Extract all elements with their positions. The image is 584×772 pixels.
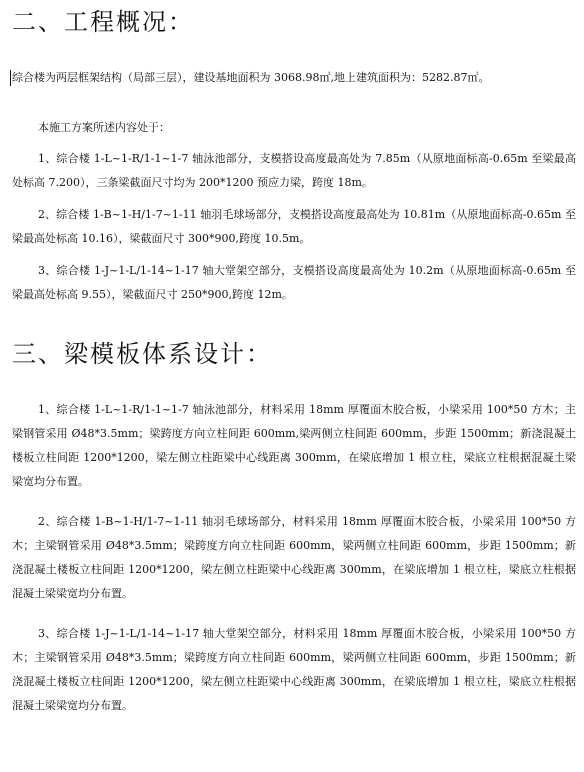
formwork-item-3: 3、综合楼 1-J~1-L/1-14~1-17 轴大堂架空部分，材料采用 18mm 厚覆面木胶合板，小梁采用 100*50 方木；主梁钢管采用 Ø48*3.5mm；梁跨度方向立柱间距 600mm，梁两侧立柱间距 600mm，步距 1500mm；新浇混凝土楼板立柱间距 1200*1200，梁左侧立柱距梁中心线距离 300mm，在梁底增加 1 根立柱，梁底立柱根据混凝土梁梁宽均分布置。 [12,627,576,712]
section-heading-overview: 二、工程概况： [12,8,194,36]
formwork-item-2: 2、综合楼 1-B~1-H/1-7~1-11 轴羽毛球场部分，材料采用 18mm 厚覆面木胶合板，小梁采用 100*50 方木；主梁钢管采用 Ø48*3.5mm；梁跨度方向立柱间距 600mm，梁两侧立柱间距 600mm，步距 1500mm；新浇混凝土楼板立柱间距 1200*1200，梁左侧立柱距梁中心线距离 300mm，在梁底增加 1 根立柱，梁底立柱根据混凝土梁梁宽均分布置。 [12,515,576,600]
formwork-item-1: 1、综合楼 1-L~1-R/1-1~1-7 轴泳池部分，材料采用 18mm 厚覆面木胶合板，小梁采用 100*50 方木；主梁钢管采用 Ø48*3.5mm；梁跨度方向立柱间距 600mm,梁两侧立柱间距 600mm，步距 1500mm；新浇混凝土楼板立柱间距 1200*1200，梁左侧立柱距梁中心线距离 300mm，在梁底增加 1 根立柱，梁底立柱根据混凝土梁梁宽均分布置。 [12,403,576,488]
overview-item-1: 1、综合楼 1-L~1-R/1-1~1-7 轴泳池部分，支模搭设高度最高处为 7.85m（从原地面标高-0.65m 至梁最高处标高 7.200），三条梁截面尺寸均为 200*1200 预应力梁，跨度 18m。 [12,152,576,189]
overview-lead: 本施工方案所述内容处于： [38,121,170,134]
overview-item-3: 3、综合楼 1-J~1-L/1-14~1-17 轴大堂架空部分，支模搭设高度最高处为 10.2m（从原地面标高-0.65m 至梁最高处标高 9.55），梁截面尺寸 250*900,跨度 12m。 [12,264,576,301]
overview-item-2: 2、综合楼 1-B~1-H/1-7~1-11 轴羽毛球场部分，支模搭设高度最高处为 10.81m（从原地面标高-0.65m 至梁最高处标高 10.16），梁截面尺寸 300*900,跨度 10.5m。 [12,208,576,245]
overview-intro: 综合楼为两层框架结构（局部三层），建设基地面积为 3068.98㎡,地上建筑面积为：5282.87㎡。 [12,71,490,84]
text-cursor [10,70,11,86]
section-heading-formwork-design: 三、梁模板体系设计： [12,340,272,368]
